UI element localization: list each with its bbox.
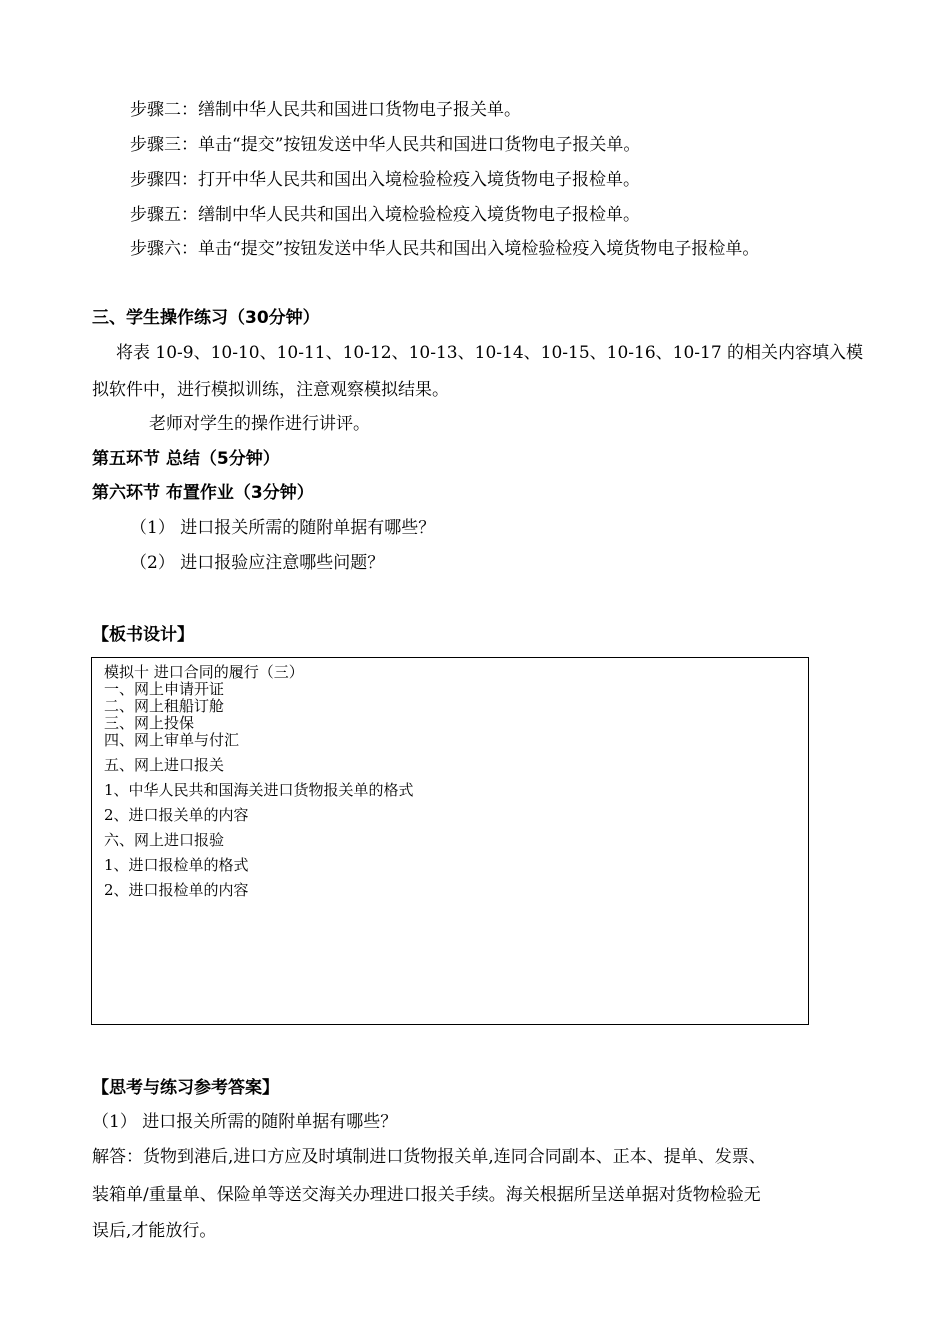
homework-item-1: （1） 进口报关所需的随附单据有哪些？ xyxy=(130,518,436,538)
step-4: 步骤四：打开中华人民共和国出入境检验检疫入境货物电子报检单。 xyxy=(130,170,640,190)
step-5: 步骤五：缮制中华人民共和国出入境检验检疫入境货物电子报检单。 xyxy=(130,205,640,225)
answer-line-3: 误后,才能放行。 xyxy=(92,1221,217,1241)
board-line: 二、网上租船订舱 xyxy=(104,697,225,715)
board-line: 一、网上申请开证 xyxy=(104,680,225,698)
board-box xyxy=(91,657,809,1025)
board-line: 五、网上进口报关 xyxy=(104,756,225,774)
step-6: 步骤六：单击“提交”按钮发送中华人民共和国出入境检验检疫入境货物电子报检单。 xyxy=(130,239,760,259)
board-line: 2、进口报检单的内容 xyxy=(104,881,249,899)
teacher-note: 老师对学生的操作进行讲评。 xyxy=(149,414,370,434)
board-heading: 【板书设计】 xyxy=(92,625,194,645)
step-3: 步骤三：单击“提交”按钮发送中华人民共和国进口货物电子报关单。 xyxy=(130,135,641,155)
section3-paragraph-line1: 将表 10-9、10-10、10-11、10-12、10-13、10-14、10-15、10-16、10-17 的相关内容填入模 xyxy=(116,343,864,363)
board-line: 2、进口报关单的内容 xyxy=(104,806,249,824)
section5-heading: 第五环节 总结（5分钟） xyxy=(92,449,280,469)
answer-line-2: 装箱单/重量单、保险单等送交海关办理进口报关手续。海关根据所呈送单据对货物检验无 xyxy=(92,1185,761,1205)
board-line: 三、网上投保 xyxy=(104,714,195,732)
board-line: 六、网上进口报验 xyxy=(104,831,225,849)
board-line: 1、进口报检单的格式 xyxy=(104,856,249,874)
answers-heading: 【思考与练习参考答案】 xyxy=(92,1078,279,1098)
section6-heading: 第六环节 布置作业（3分钟） xyxy=(92,483,314,503)
homework-item-2: （2） 进口报验应注意哪些问题？ xyxy=(130,553,385,573)
answers-question: （1） 进口报关所需的随附单据有哪些？ xyxy=(92,1112,398,1132)
step-2: 步骤二：缮制中华人民共和国进口货物电子报关单。 xyxy=(130,100,521,120)
answer-line-1: 解答：货物到港后,进口方应及时填制进口货物报关单,连同合同副本、正本、提单、发票、 xyxy=(92,1147,766,1167)
board-line: 四、网上审单与付汇 xyxy=(104,731,240,749)
board-line: 1、中华人民共和国海关进口货物报关单的格式 xyxy=(104,781,414,799)
board-line-title: 模拟十 进口合同的履行（三） xyxy=(104,663,304,681)
section3-heading: 三、学生操作练习（30分钟） xyxy=(92,308,320,328)
section3-paragraph-line2: 拟软件中，进行模拟训练，注意观察模拟结果。 xyxy=(92,380,449,400)
